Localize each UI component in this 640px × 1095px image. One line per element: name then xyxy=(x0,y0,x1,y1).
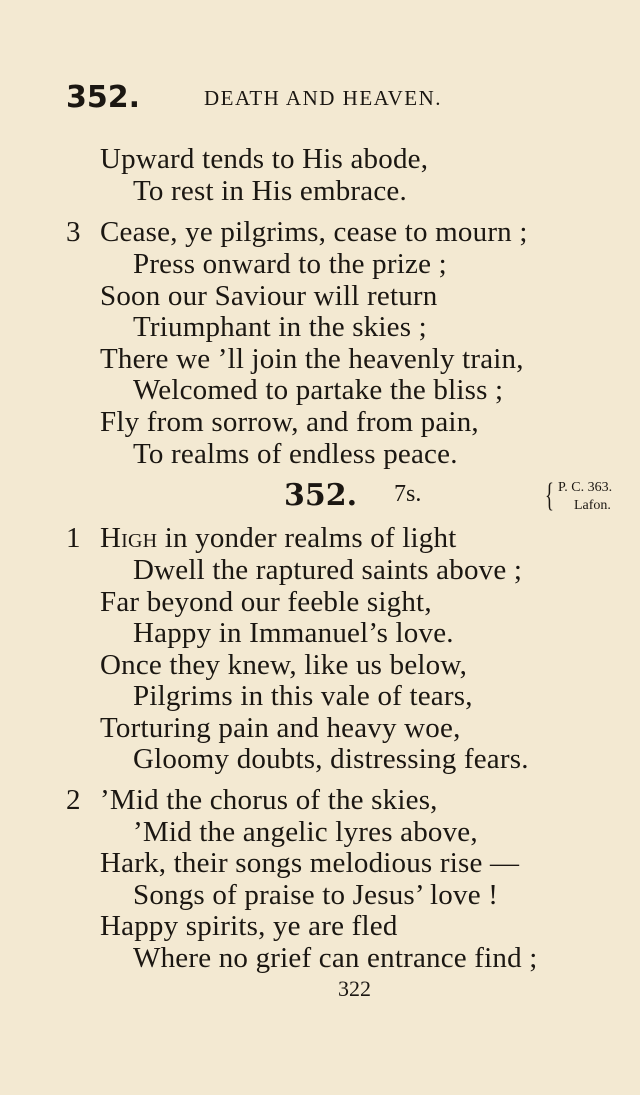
hymn-line: To realms of endless peace. xyxy=(133,438,458,470)
first-word: High xyxy=(100,522,158,554)
hymn-line: ’Mid the angelic lyres above, xyxy=(133,816,478,848)
hymn-line: Soon our Saviour will return xyxy=(100,280,438,312)
hymn-number: 352. xyxy=(284,478,358,513)
page-folio: 322 xyxy=(338,976,371,1001)
running-head-number: 352. xyxy=(66,80,141,115)
hymn-line: Welcomed to partake the bliss ; xyxy=(133,374,504,406)
section-title: DEATH AND HEAVEN. xyxy=(204,86,443,110)
hymn-meter: 7s. xyxy=(394,481,422,507)
hymn-first-line xyxy=(100,522,456,555)
verse-number: 1 xyxy=(66,522,81,554)
hymn-line: Where no grief can entrance find ; xyxy=(133,942,538,974)
hymn-line: Press onward to the prize ; xyxy=(133,248,447,280)
first-line-rest: in yonder realms of light xyxy=(157,522,457,554)
hymn-line: Pilgrims in this vale of tears, xyxy=(133,680,473,712)
hymn-line: Triumphant in the skies ; xyxy=(133,311,427,343)
hymn-header xyxy=(0,478,640,522)
hymn-line: Fly from sorrow, and from pain, xyxy=(100,406,479,438)
hymn-line: There we ’ll join the heavenly train, xyxy=(100,343,524,375)
hymn-line: Far beyond our feeble sight, xyxy=(100,586,432,618)
hymn-line: Songs of praise to Jesus’ love ! xyxy=(133,879,499,911)
tune-reference: P. C. 363. xyxy=(558,480,613,495)
hymn-line: Once they knew, like us below, xyxy=(100,649,468,681)
tune-name: Lafon. xyxy=(574,498,611,513)
reference-brace: { xyxy=(545,477,554,514)
hymn-line: Hark, their songs melodious rise — xyxy=(100,847,520,879)
hymn-line: ’Mid the chorus of the skies, xyxy=(100,784,438,816)
hymn-line: Dwell the raptured saints above ; xyxy=(133,554,523,586)
hymn-line: Happy in Immanuel’s love. xyxy=(133,617,454,649)
hymn-line: Torturing pain and heavy woe, xyxy=(100,712,461,744)
hymn-line: Happy spirits, ye are fled xyxy=(100,910,398,942)
hymn-line: Upward tends to His abode, xyxy=(100,143,429,175)
verse-number: 2 xyxy=(66,784,81,816)
running-head xyxy=(66,80,516,120)
verse-number: 3 xyxy=(66,216,81,248)
hymn-line: Gloomy doubts, distressing fears. xyxy=(133,743,529,775)
hymn-line: Cease, ye pilgrims, cease to mourn ; xyxy=(100,216,528,248)
hymn-line: To rest in His embrace. xyxy=(133,175,407,207)
